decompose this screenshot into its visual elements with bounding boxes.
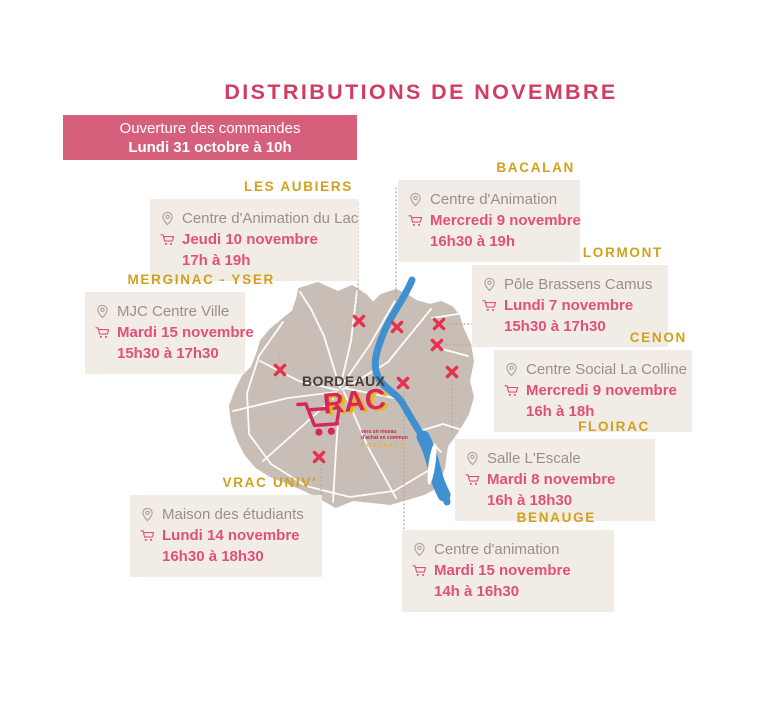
location-panel-les-aubiers <box>150 179 358 281</box>
cart-icon <box>504 383 519 398</box>
distribution-time: 15h30 à 17h30 <box>117 345 219 362</box>
vrac-logo-text: RAC <box>321 383 388 421</box>
venue-name: Maison des étudiants <box>162 506 304 523</box>
location-card-benauge <box>402 530 614 612</box>
distribution-time: 16h à 18h <box>526 403 595 420</box>
page-title: DISTRIBUTIONS DE NOVEMBRE <box>224 80 618 104</box>
location-panel-floirac <box>455 419 655 521</box>
vrac-logo-city: BORDEAUX <box>361 443 406 449</box>
location-card-les-aubiers <box>150 199 358 281</box>
distribution-time: 15h30 à 17h30 <box>504 318 606 335</box>
distribution-time: 14h à 16h30 <box>434 583 520 600</box>
location-pin-icon <box>465 451 480 466</box>
location-card-merignac-yser <box>85 292 254 374</box>
location-pin-icon <box>504 362 519 377</box>
location-panel-merignac-yser <box>85 272 275 374</box>
venue-name: MJC Centre Ville <box>117 303 230 320</box>
district-label-vrac-univ: VRAC UNIV' <box>222 475 317 490</box>
location-panel-cenon <box>494 330 692 432</box>
cart-icon <box>140 528 155 543</box>
vrac-logo <box>297 383 409 456</box>
district-label-benauge: BENAUGE <box>516 510 596 525</box>
venue-name: Salle L'Escale <box>487 450 581 467</box>
distribution-date: Jeudi 10 novembre <box>182 231 318 248</box>
venue-name: Centre d'Animation du Lac <box>182 210 359 227</box>
banner-line2: Lundi 31 octobre à 10h <box>128 138 292 156</box>
district-label-bacalan: BACALAN <box>496 160 575 175</box>
venue-name: Centre d'animation <box>434 541 560 558</box>
vrac-logo-tagline-line1: vers un réseau <box>361 429 397 435</box>
venue-name: Pôle Brassens Camus <box>504 276 653 293</box>
cart-icon <box>412 563 427 578</box>
district-label-les-aubiers: LES AUBIERS <box>244 179 353 194</box>
distribution-date: Mardi 8 novembre <box>487 471 616 488</box>
location-pin-icon <box>482 277 497 292</box>
venue-name: Centre Social La Colline <box>526 361 687 378</box>
location-pin-icon <box>140 507 155 522</box>
distribution-date: Mardi 15 novembre <box>117 324 254 341</box>
cart-icon <box>482 298 497 313</box>
distribution-date: Lundi 14 novembre <box>162 527 300 544</box>
distribution-date: Mercredi 9 novembre <box>526 382 677 399</box>
map-city-label: BORDEAUX <box>302 373 386 389</box>
location-pin-icon <box>95 304 110 319</box>
cart-icon <box>160 232 175 247</box>
location-card-floirac <box>455 439 655 521</box>
location-card-vrac-univ <box>130 495 322 577</box>
location-panel-benauge <box>402 510 614 612</box>
venue-name: Centre d'Animation <box>430 191 558 208</box>
district-label-lormont: LORMONT <box>582 245 663 260</box>
distribution-time: 16h30 à 18h30 <box>162 548 264 565</box>
cart-icon <box>95 325 110 340</box>
location-panel-vrac-univ <box>130 475 322 577</box>
location-pin-icon <box>412 542 427 557</box>
district-label-merignac-yser: MERGINAC - YSER <box>127 272 275 287</box>
distribution-time: 17h à 19h <box>182 252 251 269</box>
distribution-time: 16h à 18h30 <box>487 492 573 509</box>
location-pin-icon <box>160 211 175 226</box>
location-pin-icon <box>408 192 423 207</box>
distribution-date: Lundi 7 novembre <box>504 297 634 314</box>
district-label-floirac: FLOIRAC <box>578 419 650 434</box>
banner-line1: Ouverture des commandes <box>119 119 301 137</box>
vrac-logo-tagline-line2: d'achat en commun <box>361 435 408 441</box>
cart-icon <box>465 472 480 487</box>
distribution-time: 16h30 à 19h <box>430 233 516 250</box>
distribution-date: Mercredi 9 novembre <box>430 212 581 229</box>
district-label-cenon: CENON <box>629 330 687 345</box>
distribution-date: Mardi 15 novembre <box>434 562 571 579</box>
cart-icon <box>408 213 423 228</box>
